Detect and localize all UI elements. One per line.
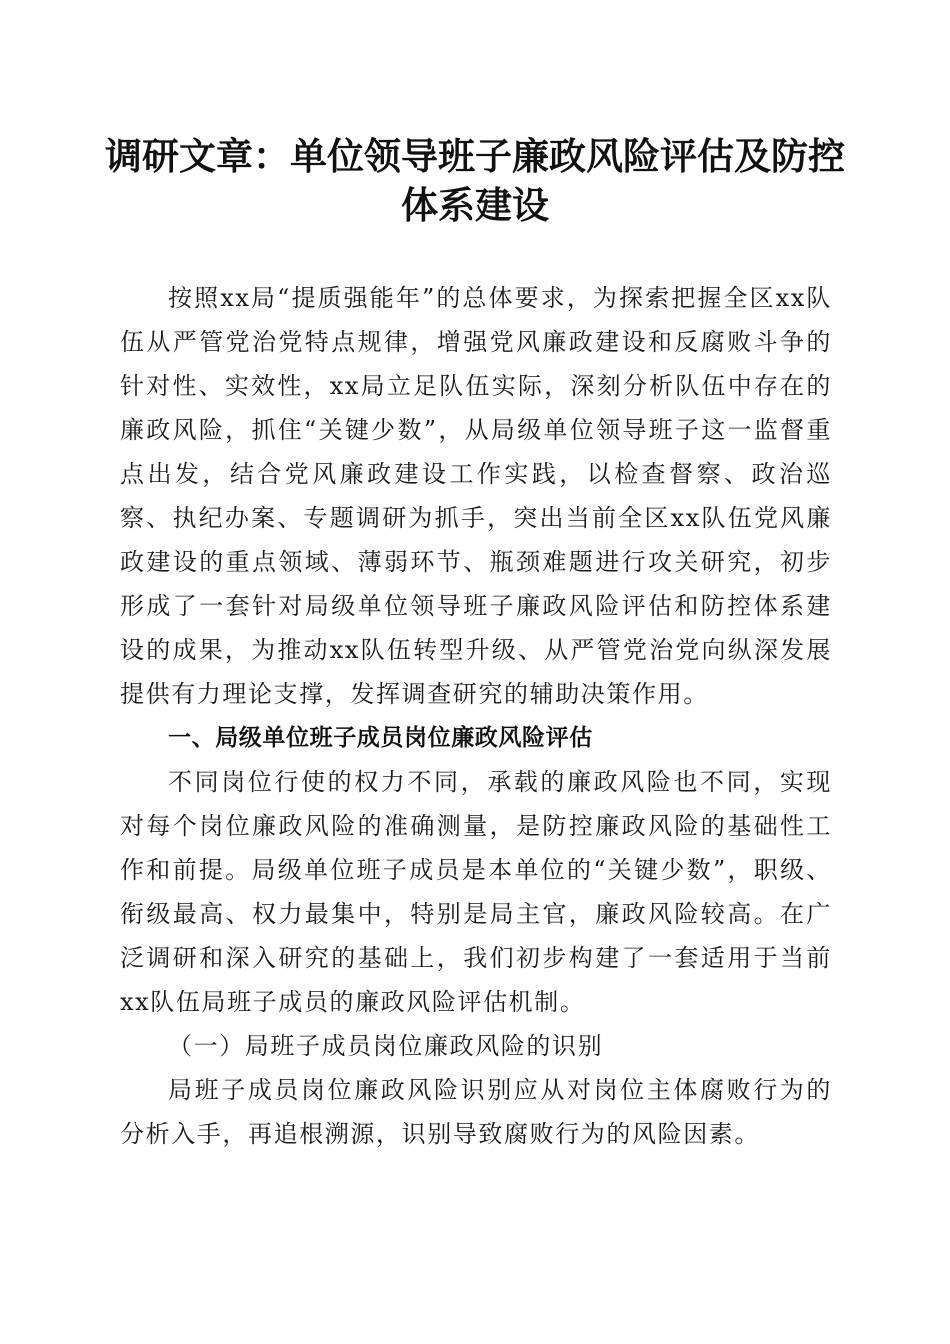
title-line-1: 调研文章：单位领导班子廉政风险评估及防控	[105, 134, 845, 178]
title-line-2: 体系建设	[401, 183, 549, 227]
section-heading-1: 一、局级单位班子成员岗位廉政风险评估	[168, 725, 593, 751]
section-1-paragraph: 不同岗位行使的权力不同，承载的廉政风险也不同，实现对每个岗位廉政风险的准确测量，是防控廉政风险的基础性工作和前提。局级单位班子成员是本单位的“关键少数”，职级、衔级最高、权力最集中，特别是局主官，廉政风险较高。在广泛调研和深入研究的基础上，我们初步构建了一套适用于当前xx队伍局班子成员的廉政风险评估机制。	[120, 768, 832, 1016]
document-title	[100, 132, 850, 230]
intro-paragraph: 按照xx局“提质强能年”的总体要求，为探索把握全区xx队伍从严管党治党特点规律，增强党风廉政建设和反腐败斗争的针对性、实效性，xx局立足队伍实际，深刻分析队伍中存在的廉政风险，抓住“关键少数”，从局级单位领导班子这一监督重点出发，结合党风廉政建设工作实践，以检查督察、政治巡察、执纪办案、专题调研为抓手，突出当前全区xx队伍党风廉政建设的重点领域、薄弱环节、瓶颈难题进行攻关研究，初步形成了一套针对局级单位领导班子廉政风险评估和防控体系建设的成果，为推动xx队伍转型升级、从严管党治党向纵深发展提供有力理论支撑，发挥调查研究的辅助决策作用。	[120, 284, 832, 708]
subsection-1-paragraph: 局班子成员岗位廉政风险识别应从对岗位主体腐败行为的分析入手，再追根溯源，识别导致腐败行为的风险因素。	[120, 1076, 832, 1148]
subsection-heading-1: （一）局班子成员岗位廉政风险的识别	[168, 1032, 604, 1060]
document-body	[120, 276, 832, 1156]
